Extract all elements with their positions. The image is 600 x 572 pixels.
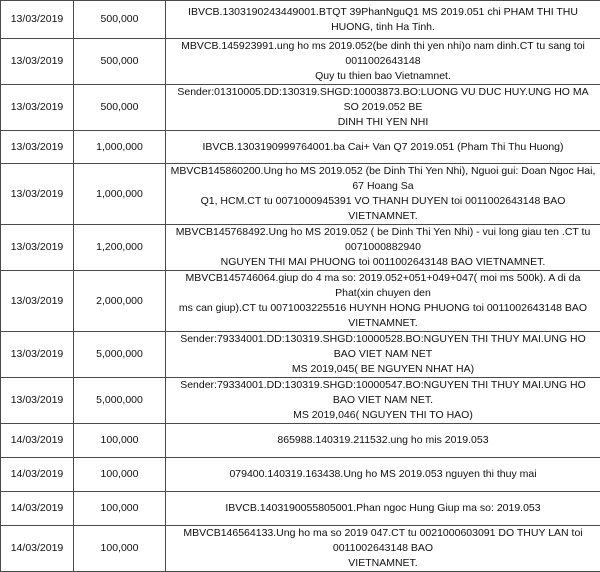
date-cell: 13/03/2019 (1, 131, 74, 164)
description-line: MBVCB145860200.Ung ho MS 2019.052 (be Dinh Thi Yen Nhi), Nguoi gui: Doan Ngoc Hai, 67 Hoang Sa (170, 164, 596, 194)
date-cell: 14/03/2019 (1, 458, 74, 492)
description-line: Quy tu thien bao Vietnamnet. (170, 69, 596, 84)
description-line: Sender:79334001.DD:130319.SHGD:10000528.BO:NGUYEN THI THUY MAI.UNG HO BAO VIET NAM NET (170, 332, 596, 362)
date-cell: 14/03/2019 (1, 492, 74, 526)
date-cell: 13/03/2019 (1, 164, 74, 225)
amount-cell: 100,000 (74, 492, 166, 526)
description-cell (166, 85, 600, 131)
table-row (1, 424, 600, 458)
table-row (1, 225, 600, 271)
table-row (1, 458, 600, 492)
table-row (1, 332, 600, 378)
description-cell (166, 526, 600, 572)
table-row (1, 131, 600, 164)
description-line: 079400.140319.163438.Ung ho MS 2019.053 nguyen thi thuy mai (170, 467, 596, 482)
description-line: MS 2019,045( BE NGUYEN NHAT HA) (170, 362, 596, 377)
date-cell: 14/03/2019 (1, 526, 74, 572)
table-row (1, 39, 600, 85)
date-cell: 13/03/2019 (1, 85, 74, 131)
description-cell (166, 332, 600, 378)
amount-cell: 500,000 (74, 85, 166, 131)
description-line: 865988.140319.211532.ung ho mis 2019.053 (170, 433, 596, 448)
date-cell: 14/03/2019 (1, 424, 74, 458)
description-line: IBVCB.1303190243449001.BTQT 39PhanNguQ1 MS 2019.051 chi PHAM THI THU HUONG, tinh Ha Tinh. (170, 5, 596, 35)
date-cell: 13/03/2019 (1, 332, 74, 378)
date-cell: 13/03/2019 (1, 271, 74, 332)
table-row (1, 378, 600, 424)
amount-cell: 100,000 (74, 424, 166, 458)
description-line: IBVCB.1403190055805001.Phan ngoc Hung Giup ma so: 2019.053 (170, 501, 596, 516)
description-line: DINH THI YEN NHI (170, 115, 596, 130)
description-cell (166, 131, 600, 164)
description-cell (166, 1, 600, 39)
description-line: Q1, HCM.CT tu 0071000945391 VO THANH DUYEN toi 0011002643148 BAO VIETNAMNET. (170, 194, 596, 224)
amount-cell: 1,000,000 (74, 164, 166, 225)
description-line: MBVCB145768492.Ung ho MS 2019.052 ( be Dinh Thi Yen Nhi) - vui long giau ten .CT tu 0071000882940 (170, 225, 596, 255)
date-cell: 13/03/2019 (1, 1, 74, 39)
date-cell: 13/03/2019 (1, 225, 74, 271)
amount-cell: 2,000,000 (74, 271, 166, 332)
description-line: MBVCB.145923991.ung ho ms 2019.052(be dinh thi yen nhi)o nam dinh.CT tu sang toi 0011002643148 (170, 39, 596, 69)
description-cell (166, 225, 600, 271)
table-row (1, 271, 600, 332)
description-line: Sender:01310005.DD:130319.SHGD:10003873.BO:LUONG VU DUC HUY.UNG HO MA SO 2019.052 BE (170, 85, 596, 115)
description-cell (166, 458, 600, 492)
description-line: NGUYEN THI MAI PHUONG toi 0011002643148 BAO VIETNAMNET. (170, 255, 596, 270)
description-line: MS 2019,046( NGUYEN THI TO HAO) (170, 408, 596, 423)
description-cell (166, 39, 600, 85)
table-row (1, 1, 600, 39)
amount-cell: 100,000 (74, 458, 166, 492)
description-line: Sender:79334001.DD:130319.SHGD:10000547.BO:NGUYEN THI THUY MAI.UNG HO BAO VIET NAM NET. (170, 378, 596, 408)
table-row (1, 85, 600, 131)
amount-cell: 1,000,000 (74, 131, 166, 164)
description-cell (166, 164, 600, 225)
date-cell: 13/03/2019 (1, 378, 74, 424)
table-row (1, 164, 600, 225)
amount-cell: 100,000 (74, 526, 166, 572)
description-line: VIETNAMNET. (170, 556, 596, 571)
description-cell (166, 271, 600, 332)
description-cell (166, 378, 600, 424)
description-line: MBVCB146564133.Ung ho ma so 2019 047.CT tu 0021000603091 DO THUY LAN toi 0011002643148 BAO (170, 526, 596, 556)
amount-cell: 5,000,000 (74, 378, 166, 424)
amount-cell: 500,000 (74, 1, 166, 39)
description-line: ms can giup).CT tu 0071003225516 HUYNH HONG PHUONG toi 0011002643148 BAO VIETNAMNET. (170, 301, 596, 331)
amount-cell: 1,200,000 (74, 225, 166, 271)
amount-cell: 5,000,000 (74, 332, 166, 378)
description-line: MBVCB145746064.giup do 4 ma so: 2019.052+051+049+047( moi ms 500k). A di da Phat(xin chuyen den (170, 271, 596, 301)
description-cell (166, 424, 600, 458)
amount-cell: 500,000 (74, 39, 166, 85)
description-line: IBVCB.1303190999764001.ba Cai+ Van Q7 2019.051 (Pham Thi Thu Huong) (170, 140, 596, 155)
table-row (1, 526, 600, 572)
date-cell: 13/03/2019 (1, 39, 74, 85)
donation-table-body (1, 1, 600, 572)
